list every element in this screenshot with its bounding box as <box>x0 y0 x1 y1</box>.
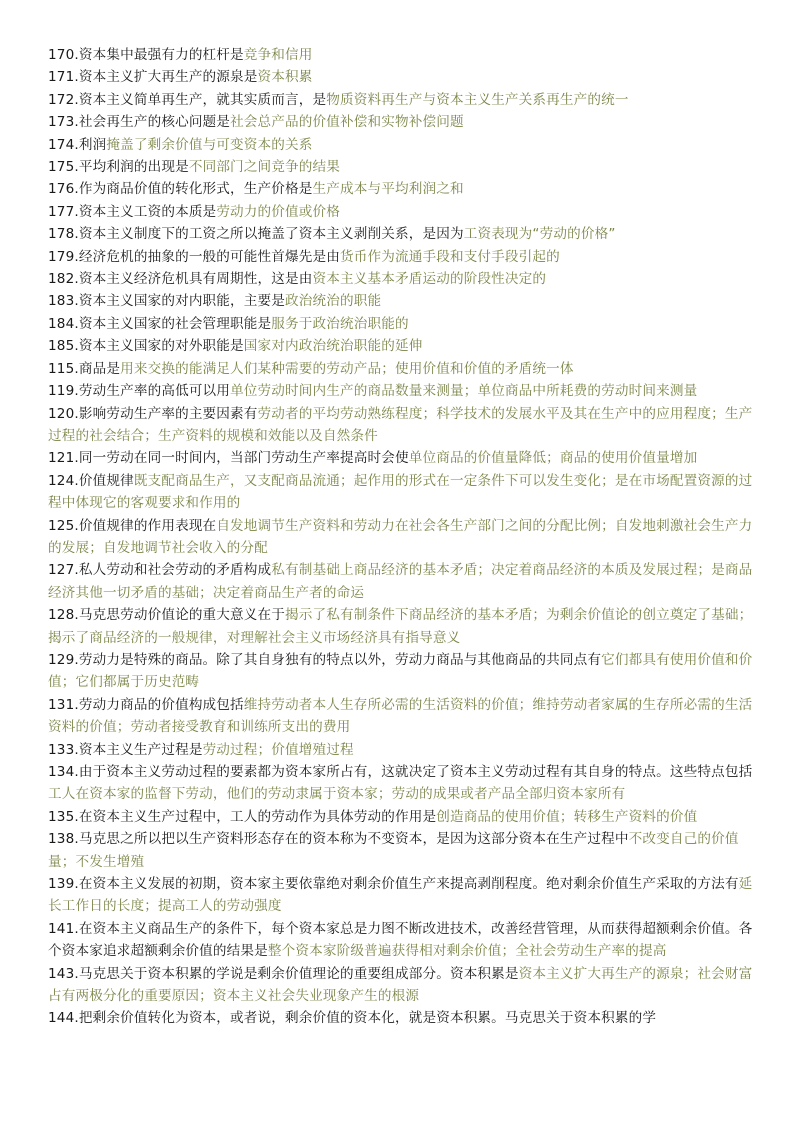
answer-text: 资本主义扩大再生产的源泉；社会财富占有两极分化的重要原因；资本主义社会失业现象产生的根源 <box>48 965 753 1005</box>
list-item <box>48 761 766 806</box>
question-text: 170.资本集中最强有力的杠杆是 <box>48 47 244 63</box>
list-item <box>48 156 766 178</box>
answer-text: 不同部门之间竞争的结果 <box>188 159 341 176</box>
list-item <box>48 134 766 156</box>
question-text: 179.经济危机的抽象的一般的可能性首爆先是由 <box>48 248 340 265</box>
answer-text: 货币作为流通手段和支付手段引起的 <box>340 248 560 265</box>
answer-text: 不改变自己的价值量；不发生增殖 <box>48 831 739 870</box>
question-text: 174.利润 <box>48 136 107 153</box>
question-text: 171.资本主义扩大再生产的源泉是 <box>48 69 258 86</box>
question-text: 127.私人劳动和社会劳动的矛盾构成 <box>48 562 272 579</box>
question-text: 128.马克思劳动价值论的重大意义在于 <box>48 607 286 624</box>
question-text: 185.资本主义国家的对外职能是 <box>48 338 244 355</box>
answer-text: 单位商品的价值量降低；商品的使用价值量增加 <box>408 450 698 467</box>
answer-text: 物质资料再生产与资本主义生产关系再生产的统一 <box>326 91 629 108</box>
question-text: 182.资本主义经济危机具有周期性，这是由 <box>48 271 313 288</box>
list-item <box>48 111 766 133</box>
question-text: 175.平均利润的出现是 <box>48 159 189 176</box>
question-text: 177.资本主义工资的本质是 <box>48 203 217 220</box>
answer-text: 劳动者的平均劳动熟练程度；科学技术的发展水平及其在生产中的应用程度；生产过程的社会结合；生产资料的规模和效能以及自然条件 <box>48 405 753 444</box>
list-item <box>48 604 766 649</box>
list-item <box>48 201 766 223</box>
list-item <box>48 358 766 380</box>
answer-text: 国家对内政治统治职能的延伸 <box>243 338 423 355</box>
question-text: 141.在资本主义商品生产的条件下，每个资本家总是力图不断改进技术，改善经营管理，从而获得超额剩余价值。各个资本家追求超额剩余价值的结果是 <box>48 920 753 960</box>
qa-list <box>48 44 766 1030</box>
answer-text: 社会总产品的价值补偿和实物补偿问题 <box>230 114 464 131</box>
question-text: 139.在资本主义发展的初期，资本家主要依靠绝对剩余价值生产来提高剥削程度。绝对剩余价值生产采取的方法有 <box>48 876 739 893</box>
question-text: 178.资本主义制度下的工资之所以掩盖了资本主义剥削关系，是因为 <box>48 226 464 243</box>
list-item <box>48 290 766 312</box>
question-text: 129.劳动力是特殊的商品。除了其自身独有的特点以外，劳动力商品与其他商品的共同点有 <box>48 651 602 668</box>
question-text: 119.劳动生产率的高低可以用 <box>48 383 231 400</box>
list-item <box>48 223 766 245</box>
answer-text: 创造商品的使用价值；转移生产资料的价值 <box>436 808 698 825</box>
list-item <box>48 515 766 560</box>
question-text: 133.资本主义生产过程是 <box>48 741 203 758</box>
list-item <box>48 649 766 694</box>
answer-text: 延长工作日的长度；提高工人的劳动强度 <box>48 876 753 915</box>
answer-text: 单位劳动时间内生产的商品数量来测量；单位商品中所耗费的劳动时间来测量 <box>230 383 698 400</box>
list-item <box>48 66 766 88</box>
question-text: 134.由于资本主义劳动过程的要素都为资本家所占有，这就决定了资本主义劳动过程有其自身的特点。这些特点包括 <box>48 764 753 780</box>
list-item <box>48 178 766 200</box>
answer-text: 它们都具有使用价值和价值；它们都属于历史范畴 <box>48 651 753 691</box>
answer-text: 自发地调节生产资料和劳动力在社会各生产部门之间的分配比例；自发地刺激社会生产力的发展；自发地调节社会收入的分配 <box>48 517 753 556</box>
list-item <box>48 828 766 873</box>
list-item <box>48 313 766 335</box>
answer-text: 政治统治的职能 <box>285 293 382 310</box>
answer-text: 工资表现为“劳动的价格” <box>463 226 616 243</box>
list-item <box>48 559 766 604</box>
answer-text: 揭示了私有制条件下商品经济的基本矛盾；为剩余价值论的创立奠定了基础；揭示了商品经济的一般规律，对理解社会主义市场经济具有指导意义 <box>48 607 753 646</box>
question-text: 184.资本主义国家的社会管理职能是 <box>48 315 272 332</box>
answer-text: 竞争和信用 <box>243 47 313 63</box>
answer-text: 资本主义基本矛盾运动的阶段性决定的 <box>312 271 547 288</box>
list-item <box>48 873 766 918</box>
question-text: 143.马克思关于资本积累的学说是剩余价值理论的重要组成部分。资本积累是 <box>48 965 519 982</box>
question-text: 176.作为商品价值的转化形式，生产价格是 <box>48 181 313 198</box>
list-item <box>48 470 766 515</box>
answer-text: 劳动过程；价值增殖过程 <box>202 741 354 758</box>
answer-text: 用来交换的能满足人们某种需要的劳动产品；使用价值和价值的矛盾统一体 <box>120 360 574 377</box>
answer-text: 资本积累 <box>257 69 313 86</box>
answer-text: 掩盖了剩余价值与可变资本的关系 <box>106 136 313 153</box>
answer-text: 生产成本与平均利润之和 <box>312 181 464 198</box>
list-item <box>48 380 766 402</box>
list-item <box>48 447 766 469</box>
answer-text: 整个资本家阶级普遍获得相对剩余价值；全社会劳动生产率的提高 <box>267 943 667 960</box>
list-item <box>48 246 766 268</box>
list-item <box>48 963 766 1008</box>
list-item <box>48 694 766 739</box>
question-text: 173.社会再生产的核心问题是 <box>48 114 231 131</box>
list-item <box>48 918 766 963</box>
question-text: 121.同一劳动在同一时间内，当部门劳动生产率提高时会使 <box>48 450 409 467</box>
list-item <box>48 335 766 357</box>
question-text: 138.马克思之所以把以生产资料形态存在的资本称为不变资本，是因为这部分资本在生产过程中 <box>48 831 629 848</box>
list-item <box>48 403 766 448</box>
question-text: 144.把剩余价值转化为资本，或者说，剩余价值的资本化，就是资本积累。马克思关于资本积累的学 <box>48 1010 657 1027</box>
question-text: 183.资本主义国家的对内职能，主要是 <box>48 293 286 310</box>
question-text: 131.劳动力商品的价值构成包括 <box>48 696 244 713</box>
list-item <box>48 1007 766 1029</box>
answer-text: 既支配商品生产，又支配商品流通；起作用的形式在一定条件下可以发生变化；是在市场配置资源的过程中体现它的客观要求和作用的 <box>48 472 753 512</box>
answer-text: 维持劳动者本人生存所必需的生活资料的价值；维持劳动者家属的生存所必需的生活资料的价值；劳动者接受教育和训练所支出的费用 <box>48 696 753 736</box>
answer-text: 服务于政治统治职能的 <box>271 315 409 332</box>
question-text: 124.价值规律 <box>48 472 134 489</box>
question-text: 115.商品是 <box>48 360 121 377</box>
question-text: 125.价值规律的作用表现在 <box>48 517 217 534</box>
list-item <box>48 806 766 828</box>
list-item <box>48 89 766 111</box>
question-text: 135.在资本主义生产过程中，工人的劳动作为具体劳动的作用是 <box>48 808 437 825</box>
question-text: 172.资本主义简单再生产，就其实质而言，是 <box>48 91 327 108</box>
list-item <box>48 44 766 66</box>
answer-text: 工人在资本家的监督下劳动，他们的劳动隶属于资本家；劳动的成果或者产品全部归资本家所有 <box>48 786 626 803</box>
list-item <box>48 268 766 290</box>
answer-text: 劳动力的价值或价格 <box>216 203 341 220</box>
answer-text: 私有制基础上商品经济的基本矛盾；决定着商品经济的本质及发展过程；是商品经济其他一切矛盾的基础；决定着商品生产者的命运 <box>48 562 753 601</box>
list-item <box>48 739 766 761</box>
question-text: 120.影响劳动生产率的主要因素有 <box>48 405 258 422</box>
